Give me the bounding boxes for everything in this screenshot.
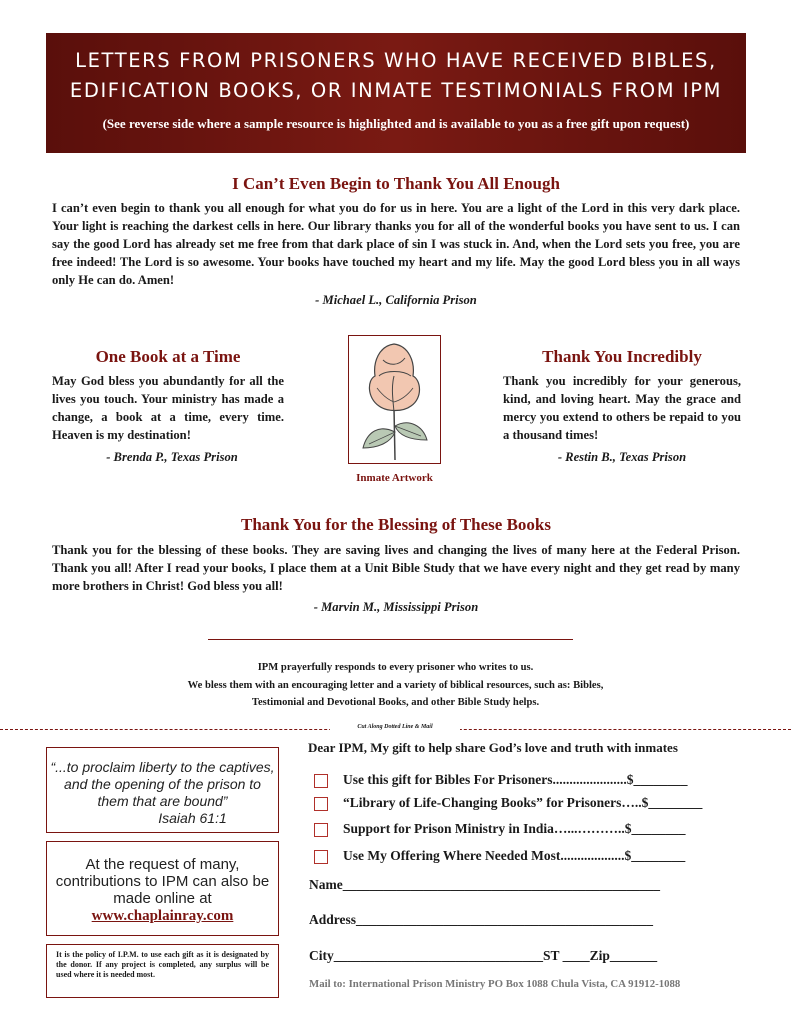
banner-title-line-2: EDIFICATION BOOKS, OR INMATE TESTIMONIALS FROM IPM [69,79,723,102]
letter-3-signature: - Restin B., Texas Prison [557,450,687,464]
mail-to-address: Mail to: International Prison Ministry PO Box 1088 Chula Vista, CA 91912-1088 [309,978,681,990]
policy-box [46,944,279,998]
letter-2-title: One Book at a Time [95,347,241,366]
letter-4-title: Thank You for the Blessing of These Books [240,515,551,534]
cut-label: Cut Along Dotted Line & Mail [330,724,460,730]
address-field[interactable]: Address____________________________________________ [309,912,654,927]
online-giving-box [46,841,279,936]
option-bibles-checkbox[interactable] [314,774,328,788]
name-field[interactable]: Name_______________________________________________ [309,877,660,892]
city-state-zip-field[interactable]: City_______________________________ST ____Zip_______ [309,948,658,963]
scripture-quote-box [46,747,279,833]
option-library-label: “Library of Life-Changing Books” for Prisoners…..$________ [343,795,703,810]
website-link[interactable]: www.chaplainray.com [91,908,234,924]
inmate-artwork [348,335,441,464]
letter-2-body: May God bless you abundantly for all the lives you touch. Your ministry has made a change, a book at a time, every time. Heaven is my destination! [52,374,284,442]
letter-1-signature: - Michael L., California Prison [315,293,477,307]
header-banner [46,33,746,153]
option-needed-most-checkbox[interactable] [314,850,328,864]
letter-1-title: I Can’t Even Begin to Thank You All Enough [232,174,560,193]
option-india-label: Support for Prison Ministry in India…...………..$________ [343,821,686,836]
letter-3-body: Thank you incredibly for your generous, kind, and loving heart. May the grace and mercy you extend to others be repaid to you a thousand times! [503,374,741,442]
rose-drawing-icon [349,336,439,462]
letter-4-signature: - Marvin M., Mississippi Prison [313,600,479,614]
scripture-quote: “...to proclaim liberty to the captives, and the opening of the prison to them that are bound” [50,759,275,809]
notice-line-1: IPM prayerfully responds to every prisoner who writes to us. [257,662,534,673]
notice-line-3: Testimonial and Devotional Books, and other Bible Study helps. [251,697,540,708]
letter-3-title: Thank You Incredibly [542,347,702,366]
artwork-caption: Inmate Artwork [356,472,433,484]
banner-title-line-1: LETTERS FROM PRISONERS WHO HAVE RECEIVED BIBLES, [75,49,717,72]
letter-1-body: I can’t even begin to thank you all enough for what you do for us in here. You are a light of the Lord in this very dark place. Your light is reaching the darkest cells in here. Our library thanks you for all of the wonderful books you have sent to us. I can say the good Lord has already set me free from that dark place of sin I was stuck in. And, when the Lord sets you free, you are free indeed! The Lord is so awesome. Your books have touched my heart and my life. May the good Lord bless you in all ways only He can do. Amen! [52,201,740,287]
option-needed-most-label: Use My Offering Where Needed Most...................$________ [343,848,686,863]
notice-line-2: We bless them with an encouraging letter and a variety of biblical resources, such as: Bibles, [187,679,604,691]
divider [208,639,573,640]
option-library-checkbox[interactable] [314,797,328,811]
online-giving-text: At the request of many, contributions to IPM can also be made online at [55,856,270,907]
letter-4-body: Thank you for the blessing of these books. They are saving lives and changing the lives of many here at the Federal Prison. Thank you all! After I read your books, I place them at a Unit Bible Study that we have every night and they get read by many more brothers in Christ! God bless you all! [52,543,740,593]
policy-text: It is the policy of I.P.M. to use each gift as it is designated by the donor. If any project is completed, any surplus will be used where it is needed most. [56,950,269,979]
banner-subtitle: (See reverse side where a sample resource is highlighted and is available to you as a free gift upon request) [102,116,690,131]
option-india-checkbox[interactable] [314,823,328,837]
option-bibles-label: Use this gift for Bibles For Prisoners......................$________ [343,772,688,787]
ipm-notice [120,659,671,712]
form-title: Dear IPM, My gift to help share God’s love and truth with inmates [308,740,678,755]
letter-2-signature: - Brenda P., Texas Prison [106,450,238,464]
scripture-reference: Isaiah 61:1 [158,810,227,826]
